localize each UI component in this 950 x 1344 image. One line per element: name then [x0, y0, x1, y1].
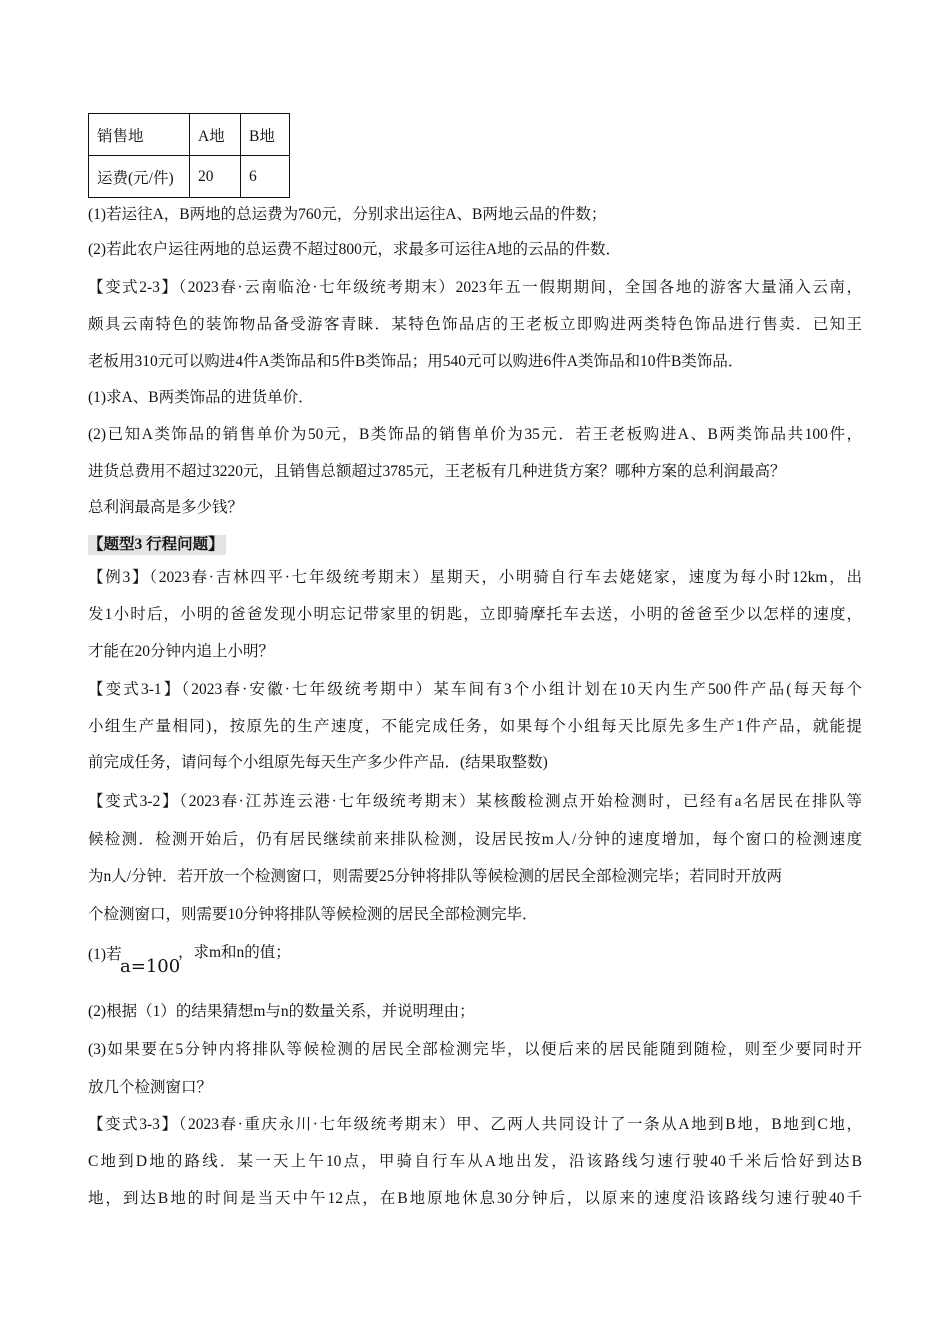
table-cell: A地 — [190, 114, 241, 156]
table-cell: 6 — [241, 156, 290, 198]
text-line: 候检测．检测开始后，仍有居民继续前来排队检测，设居民按m人/分钟的速度增加，每个窗口的检测速度 — [88, 831, 862, 848]
math-expression: a=100 — [120, 956, 181, 977]
text-line: (2)若此农户运往两地的总运费不超过800元，求最多可运往A地的云品的件数． — [88, 241, 622, 258]
text-line: (2)根据（1）的结果猜想m与n的数量关系，并说明理由； — [88, 1003, 475, 1020]
text-line: 总利润最高是多少钱？ — [88, 499, 244, 516]
text-line: 【变式3-2】（2023春·江苏连云港·七年级统考期末）某核酸检测点开始检测时，已经有a名居民在排队等 — [88, 793, 862, 810]
text-line: 颇具云南特色的装饰物品备受游客青睐．某特色饰品店的王老板立即购进两类特色饰品进行售卖．已知王 — [88, 316, 862, 333]
text-line: C地到D地的路线．某一天上午10点，甲骑自行车从A地出发，沿该路线匀速行驶40千米后恰好到达B — [88, 1153, 862, 1170]
shipping-cost-table — [88, 113, 290, 198]
table-cell: 20 — [190, 156, 241, 198]
text-line: 【变式3-3】（2023春·重庆永川·七年级统考期末）甲、乙两人共同设计了一条从A地到B地，B地到C地， — [88, 1116, 862, 1133]
table-cell: 销售地 — [89, 114, 190, 156]
text-line: 【变式2-3】（2023春·云南临沧·七年级统考期末）2023年五一假期期间，全国各地的游客大量涌入云南， — [88, 279, 862, 296]
section-heading: 【题型3 行程问题】 — [88, 536, 224, 553]
text-line: 才能在20分钟内追上小明？ — [88, 643, 275, 660]
table-row — [89, 114, 290, 156]
text-line: 【变式3-1】（2023春·安徽·七年级统考期中）某车间有3个小组计划在10天内生产500件产品(每天每个 — [88, 681, 862, 698]
text-line: (3)如果要在5分钟内将排队等候检测的居民全部检测完毕，以便后来的居民能随到随检，则至少要同时开 — [88, 1041, 862, 1058]
text-line: 个检测窗口，则需要10分钟将排队等候检测的居民全部检测完毕． — [88, 906, 538, 923]
text-line: 为n人/分钟．若开放一个检测窗口，则需要25分钟将排队等候检测的居民全部检测完毕；若同时开放两 — [88, 868, 783, 885]
text-line: 老板用310元可以购进4件A类饰品和5件B类饰品；用540元可以购进6件A类饰品和10件B类饰品． — [88, 353, 744, 370]
text-line: (2)已知A类饰品的销售单价为50元，B类饰品的销售单价为35元．若王老板购进A、B两类饰品共100件， — [88, 426, 862, 443]
table-row — [89, 156, 290, 198]
text-line: 放几个检测窗口？ — [88, 1079, 213, 1096]
table-cell: 运费(元/件) — [89, 156, 190, 198]
question-1-suffix: ，求m和n的值； — [178, 944, 291, 961]
text-line: 前完成任务，请问每个小组原先每天生产多少件产品．(结果取整数) — [88, 754, 548, 771]
text-line: 发1小时后，小明的爸爸发现小明忘记带家里的钥匙，立即骑摩托车去送，小明的爸爸至少以怎样的速度， — [88, 606, 862, 623]
table-cell: B地 — [241, 114, 290, 156]
text-line: 地，到达B地的时间是当天中午12点，在B地原地休息30分钟后，以原来的速度沿该路线匀速行驶40千 — [88, 1190, 862, 1207]
text-line: (1)求A、B两类饰品的进货单价． — [88, 389, 314, 406]
text-line: 进货总费用不超过3220元，且销售总额超过3785元，王老板有几种进货方案？哪种方案的总利润最高？ — [88, 463, 786, 480]
text-line: (1)若运往A，B两地的总运费为760元，分别求出运往A、B两地云品的件数； — [88, 206, 607, 223]
text-line: 小组生产量相同)，按原先的生产速度，不能完成任务，如果每个小组每天比原先多生产1件产品，就能提 — [88, 718, 862, 735]
text-line: 【例3】（2023春·吉林四平·七年级统考期末）星期天，小明骑自行车去姥姥家，速度为每小时12km，出 — [88, 569, 862, 586]
question-1-prefix: (1)若 — [88, 946, 122, 963]
